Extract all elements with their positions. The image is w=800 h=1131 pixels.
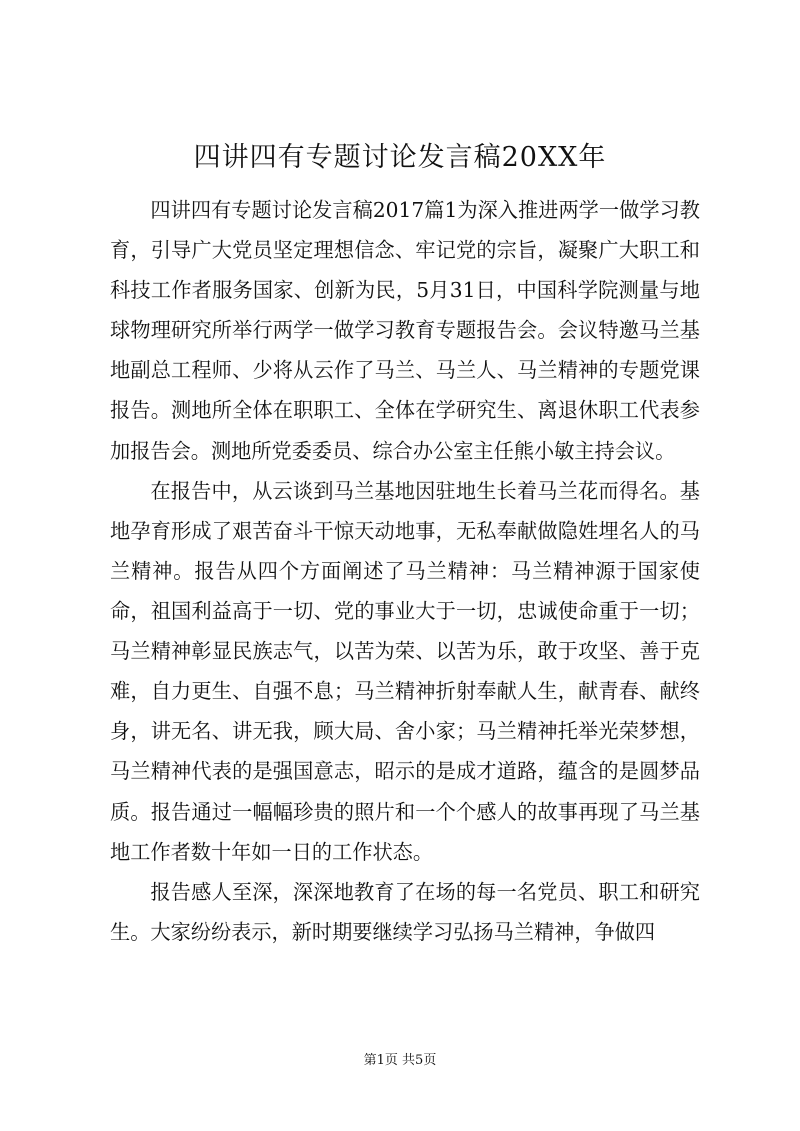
paragraph-2: 在报告中，从云谈到马兰基地因驻地生长着马兰花而得名。基地孕育形成了艰苦奋斗干惊天动地事，无私奉献做隐姓埋名人的马兰精神。报告从四个方面阐述了马兰精神：马兰精神源于国家使命，祖国利益高于一切、党的事业大于一切，忠诚使命重于一切；马兰精神彰显民族志气，以苦为荣、以苦为乐，敢于攻坚、善于克难，自力更生、自强不息；马兰精神折射奉献人生，献青春、献终身，讲无名、讲无我，顾大局、舍小家；马兰精神托举光荣梦想，马兰精神代表的是强国意志，昭示的是成才道路，蕴含的是圆梦品质。报告通过一幅幅珍贵的照片和一个个感人的故事再现了马兰基地工作者数十年如一日的工作状态。: [110, 478, 700, 864]
paragraph-3: 报告感人至深，深深地教育了在场的每一名党员、职工和研究生。大家纷纷表示，新时期要继续学习弘扬马兰精神，争做四: [110, 879, 700, 944]
paragraph-1: 四讲四有专题讨论发言稿2017篇1为深入推进两学一做学习教育，引导广大党员坚定理想信念、牢记党的宗旨，凝聚广大职工和科技工作者服务国家、创新为民，5月31日，中国科学院测量与地球物理研究所举行两学一做学习教育专题报告会。会议特邀马兰基地副总工程师、少将从云作了马兰、马兰人、马兰精神的专题党课报告。测地所全体在职职工、全体在学研究生、离退休职工代表参加报告会。测地所党委委员、综合办公室主任熊小敏主持会议。: [110, 198, 700, 463]
page-footer: 第1页 共5页: [363, 1053, 437, 1068]
document-title: 四讲四有专题讨论发言稿20XX年: [193, 142, 607, 173]
document-body: [110, 190, 700, 952]
